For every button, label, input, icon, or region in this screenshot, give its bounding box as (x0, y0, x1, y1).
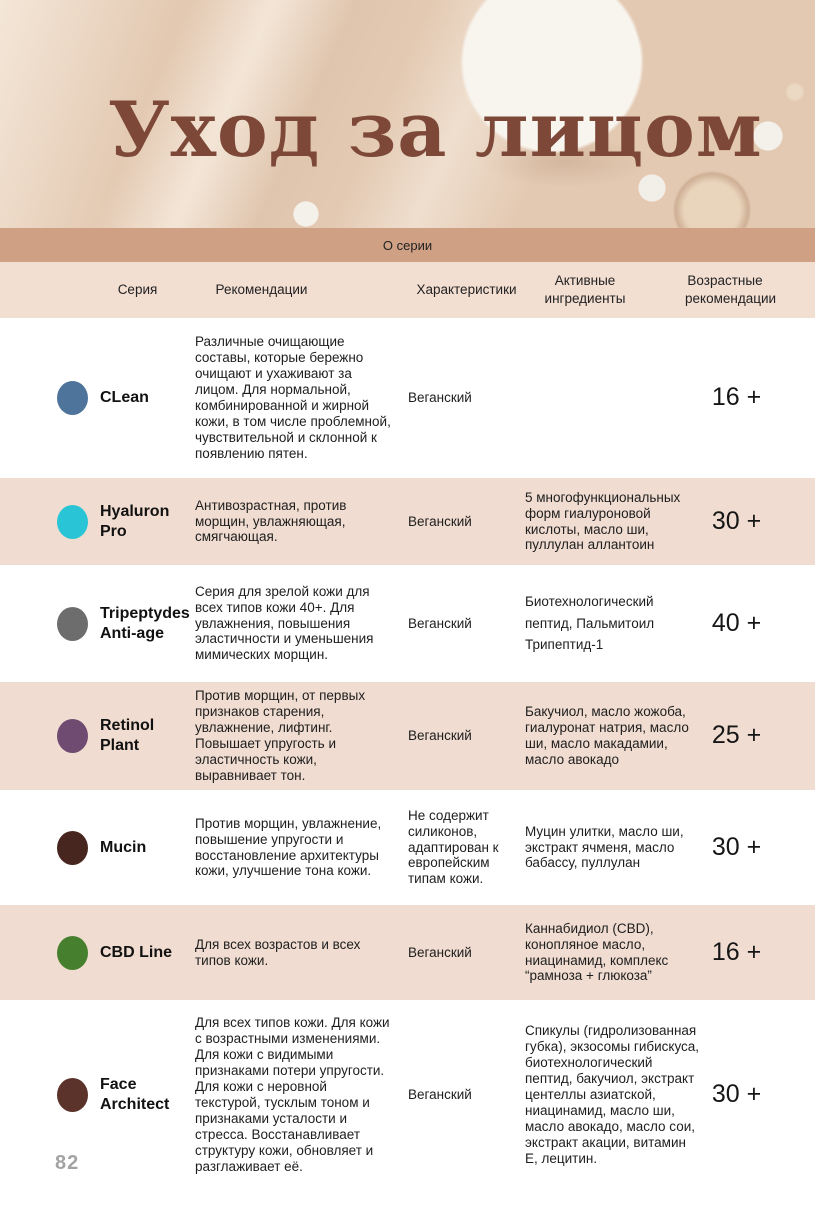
series-cell (0, 1075, 195, 1115)
series-color-dot (57, 381, 88, 415)
section-bar (0, 228, 815, 262)
series-name: Hyaluron Pro (100, 502, 170, 540)
recommendations-text: Антивозрастная, против морщин, увлажняющая, смягчающая. (195, 497, 347, 545)
series-color-dot (57, 505, 88, 539)
section-bar-label: О серии (382, 237, 433, 253)
series-name: Mucin (100, 838, 147, 856)
age-recommendation: 16 + (711, 383, 762, 412)
ingredients-text: Спикулы (гидролизованная губка), экзосомы гибискуса, биотехнологический пептид, бакучиол, экстракт центеллы азиатской, ниацинамид, масло ши, масло авокадо, масло сои, экстракт акации, витамин Е, лецитин. (525, 1023, 700, 1166)
series-cell (0, 936, 195, 970)
header-cell-characteristics: Характеристики (416, 281, 517, 297)
series-color-dot (57, 936, 88, 970)
ingredients-text: Муцин улитки, масло ши, экстракт ячменя, масло бабассу, пуллулан (525, 823, 684, 871)
characteristics-text: Веганский (408, 390, 472, 406)
series-cell (0, 604, 195, 644)
header-cell-ingredients: Активные ингредиенты (544, 272, 626, 306)
table-header (0, 262, 815, 318)
recommendations-text: Для всех типов кожи. Для кожи с возрастными изменениями. Для кожи с видимыми признаками потери упругости. Для кожи с неровной текстурой, тусклым тоном и признаками усталости и стресса. Восстанавливает структуру кожи, обновляет и разглаживает её. (195, 1015, 390, 1174)
age-recommendation: 30 + (711, 1080, 762, 1109)
series-name: CLean (100, 389, 149, 406)
series-name: Tripeptydes Anti-age (100, 604, 190, 642)
table-row (0, 318, 815, 478)
age-recommendation: 40 + (711, 608, 762, 637)
ingredients-text: Каннабидиол (CBD), конопляное масло, ниацинамид, комплекс “рамноза + глюкоза” (525, 920, 669, 984)
series-color-dot (57, 607, 88, 641)
table-row (0, 478, 815, 565)
page-title: Уход за лицом (108, 85, 763, 174)
series-name: Retinol Plant (100, 717, 155, 754)
characteristics-text: Не содержит силиконов, адаптирован к европейским типам кожи. (408, 807, 499, 887)
series-name: Face Architect (100, 1076, 170, 1113)
series-cell (0, 716, 195, 756)
recommendations-text: Для всех возрастов и всех типов кожи. (195, 936, 361, 968)
characteristics-text: Веганский (408, 1087, 472, 1103)
hero-image (0, 0, 815, 228)
series-color-dot (57, 719, 88, 753)
characteristics-text: Веганский (408, 513, 472, 529)
characteristics-text: Веганский (408, 615, 472, 631)
header-cell-series: Серия (117, 281, 158, 297)
recommendations-text: Различные очищающие составы, которые бережно очищают и ухаживают за лицом. Для нормальной, комбинированной и жирной кожи, в том числе проблемной, чувствительной и склонной к появлению пятен. (195, 334, 391, 461)
ingredients-text: 5 многофункциональных форм гиалуроновой кислоты, масло ши, пуллулан аллантоин (525, 489, 681, 553)
table-row (0, 1000, 815, 1190)
page-number: 82 (55, 1152, 80, 1174)
recommendations-text: Против морщин, от первых признаков старения, увлажнение, лифтинг. Повышает упругость и эластичность кожи, выравнивает тон. (195, 688, 366, 783)
recommendations-text: Против морщин, увлажнение, повышение упругости и восстановление архитектуры кожи, улучшение тона кожи. (195, 815, 382, 879)
recommendations-text: Серия для зрелой кожи для всех типов кожи 40+. Для увлажнения, повышения эластичности и уменьшения мимических морщин. (195, 583, 374, 663)
table-row (0, 565, 815, 682)
table-row (0, 790, 815, 905)
age-recommendation: 30 + (711, 832, 762, 861)
header-cell-recommendations: Рекомендации (215, 281, 308, 297)
table-row (0, 682, 815, 790)
characteristics-text: Веганский (408, 728, 472, 744)
age-recommendation: 25 + (711, 721, 762, 750)
age-recommendation: 16 + (711, 937, 762, 966)
series-color-dot (57, 831, 88, 865)
ingredients-text: Бакучиол, масло жожоба, гиалуронат натрия, масло ши, масло макадамии, масло авокадо (525, 704, 689, 767)
ingredients-text: Биотехнологический пептид, Пальмитоил Трипептид-1 (525, 594, 655, 653)
age-recommendation: 30 + (711, 506, 762, 535)
series-cell (0, 381, 195, 415)
header-cell-age: Возрастные рекомендации (685, 272, 777, 306)
characteristics-text: Веганский (408, 944, 472, 960)
series-cell (0, 831, 195, 865)
series-color-dot (57, 1078, 88, 1112)
series-cell (0, 502, 195, 542)
series-name: CBD Line (100, 943, 172, 961)
table-row (0, 905, 815, 1000)
